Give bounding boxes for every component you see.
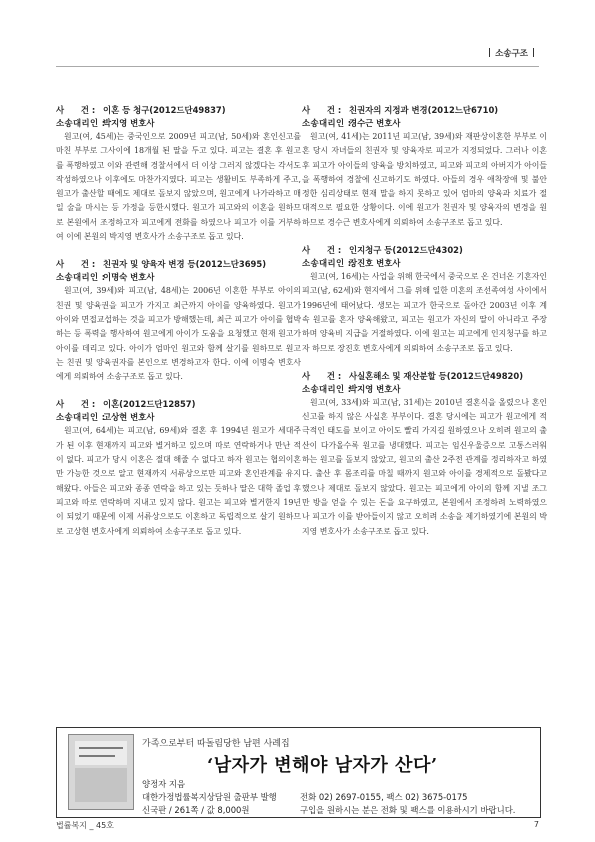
lawyer-value: 이명숙 변호사 — [103, 272, 155, 283]
case-lawyer — [56, 117, 301, 130]
right-column — [302, 104, 547, 553]
case-label: 사 건 : — [56, 105, 96, 115]
top-rule — [56, 66, 539, 67]
lawyer-label: 소송대리인 : — [302, 118, 352, 128]
cover-text-line — [79, 755, 115, 757]
lawyer-label: 소송대리인 : — [302, 258, 352, 269]
page-number: 7 — [533, 820, 539, 829]
case-label: 사 건 : — [302, 370, 342, 381]
case-value: 친권자 및 양육자 변경 등(2012느단3695) — [103, 259, 267, 270]
lawyer-label: 소송대리인 : — [56, 118, 106, 128]
book-cover-image — [68, 734, 134, 810]
running-head — [484, 47, 539, 59]
case-body: 원고(여, 16세)는 사업을 위해 한국에서 중국으로 온 건너온 기혼자인 피고(남, 62세)와 현지에서 그를 위해 일한 미혼의 조선족여성 사이에서 1996년에 태어났다. 생모는 피고가 한국으로 돌아간 2003년 이후 계속 원고를 혼자 양육해왔고, 피고는 원고가 자신의 딸이 아니라고 주장하며 양육비 지급을 거절하였다. 이에 원고는 피고에게 인지청구를 하고자 하므로 장진호 변호사에게 의뢰하여 소송구조로 돕고 있다. — [302, 272, 547, 353]
divider — [533, 48, 534, 57]
lawyer-label: 소송대리인 : — [56, 272, 106, 283]
case-label: 사 건 : — [302, 105, 342, 115]
case-title — [302, 244, 547, 257]
case-title — [302, 370, 547, 383]
case-lawyer — [56, 271, 301, 284]
lawyer-value: 고상현 변호사 — [103, 412, 155, 423]
case-item — [56, 258, 301, 384]
book-price: 신국판 / 261쪽 / 값 8,000원 — [142, 805, 250, 815]
case-label: 사 건 : — [56, 399, 96, 410]
case-item — [302, 244, 547, 356]
cover-illustration — [75, 768, 127, 802]
lawyer-value: 경수근 변호사 — [349, 118, 401, 128]
case-item — [56, 398, 301, 538]
case-title — [56, 258, 301, 271]
order-contact: 전화 02) 2697-0155, 팩스 02) 3675-0175 — [300, 792, 468, 802]
case-body: 원고(여, 45세)는 중국인으로 2009년 피고(남, 50세)와 혼인신고를 마친 부부로 그사이에 18개월 된 딸을 두고 있다. 피고는 결혼 후 원고를 폭행하였고 이와 관련해 경찰서에서 더 이상 그러지 않겠다는 각서도 작성하였으나 이후에도 마찬가지였다. 피고는 생활비도 부족하게 주고, 원고가 출산할 때에도 제대로 돌보지 않았으며, 원고에게 나가라하고 매일 술을 마시는 등 가정을 등한시했다. 원고가 피고와의 이혼을 원하므로 본원에서 조정하고자 피고에게 전화를 하였으나 피고가 이를 거부하여 이에 본원의 박지영 변호사가 소송구조로 돕고 있다. — [56, 132, 301, 242]
case-lawyer — [302, 383, 547, 396]
case-item — [302, 370, 547, 539]
case-title — [56, 104, 301, 117]
left-column — [56, 104, 301, 553]
case-value: 사실혼해소 및 재산분할 등(2012드단49820) — [349, 370, 524, 381]
cover-text-line — [79, 747, 123, 749]
cover-title-area — [75, 741, 127, 765]
case-lawyer — [56, 411, 301, 424]
case-lawyer — [302, 257, 547, 270]
case-item — [56, 104, 301, 244]
case-body: 원고(여, 64세)는 피고(남, 69세)와 결혼 후 1994년 원고가 세대주가 된 이후 현재까지 피고와 별거하고 있으며 따로 연락하거나 만난 적이 없다. 피고가 당시 이혼은 절대 해줄 수 없다고 하자 원고는 협의이혼만 가능한 것으로 알고 현재까지 서류상으로만 피고와 혼인관계를 유지해왔다. 아들은 피고와 종종 연락을 하고 있는 듯하나 딸은 대학 졸업 후 피고와 따로 연락하며 지내고 있지 않다. 원고는 피고와 별거한지 19년이 되었기 때문에 이제 서류상으로도 이혼하고 독립적으로 살기 원하므로 고상현 변호사에게 의뢰하여 소송구조로 돕고 있다. — [56, 426, 301, 536]
ad-tagline: 가족으로부터 따돌림당한 남편 사례집 — [142, 739, 290, 749]
case-body: 원고(여, 33세)와 피고(남, 31세)는 2010년 결혼식을 올렸으나 혼인신고를 하지 않은 사실혼 부부이다. 결혼 당시에는 피고가 원고에게 적극적인 태도를 보이고 아이도 빨리 가지길 원하였으나 오히려 원고의 출산이 다가올수록 원고를 냉대했다. 피고는 임신우울증으로 고통스러워 하는 원고를 돌보지 않았고, 원고의 출산 2주전 관계를 정리하자고 하였다. 출산 후 몸조리를 마칠 때까지 원고와 아이를 경제적으로 돌봤다고 했으나 제대로 돌보지 않았다. 원고는 피고에게 아이의 함께 지낼 조그만 방을 얻을 수 있는 돈을 요구하였고, 본원에서 조정하려 노력하였으나 피고가 이를 받아들이지 않고 오히려 소송을 제기하였기에 본원의 박지영 변호사가 소송구조로 돕고 있다. — [302, 397, 547, 536]
case-value: 이혼(2012드단12857) — [103, 399, 196, 410]
case-value: 이혼 등 청구(2012드단49837) — [103, 105, 226, 115]
book-advertisement — [56, 727, 541, 818]
publication-name: 법률복지 _ 45호 — [56, 821, 114, 830]
case-body: 원고(여, 41세)는 2011년 피고(남, 39세)와 재판상이혼한 부부로 이혼 당시 자녀들의 친권자 및 양육자로 피고가 지정되었다. 그러나 이혼 후 피고가 아이들의 양육을 방치하였고, 피고와 피고의 아버지가 아이들을 폭행하여 경찰에 신고하기도 하였다. 아들의 경우 애착장애 및 불안정한 심리상태로 현재 말을 하지 못하고 있어 엄마의 양육과 치료가 절대적으로 필요한 상황이다. 이에 원고가 친권자 및 양육자의 변경을 원하므로 경수근 변호사에게 의뢰하여 소송구조로 돕고 있다. — [302, 132, 547, 227]
lawyer-label: 소송대리인 : — [302, 383, 352, 394]
lawyer-value: 박지영 변호사 — [349, 383, 401, 394]
book-title: ‘남자가 변해야 남자가 산다’ — [207, 755, 438, 776]
case-label: 사 건 : — [302, 245, 342, 256]
case-lawyer — [302, 117, 547, 130]
case-body: 원고(여, 39세)와 피고(남, 48세)는 2006년 이혼한 부부로 아이의 친권 및 양육권을 피고가 가지고 최근까지 아이를 양육하였다. 원고가 아이와 면접교섭하는 것을 피고가 방해했는데, 최근 피고가 아이를 협박하는 등 폭력을 행사하여 원고에게 아이가 도움을 요청했고 현재 원고가 아이를 데리고 있다. 아이가 엄마인 원고와 함께 살기를 원하므로 원고는 친권 및 양육권자를 본인으로 변경하고자 한다. 이에 이명숙 변호사에게 의뢰하여 소송구조로 돕고 있다. — [56, 286, 301, 382]
lawyer-label: 소송대리인 : — [56, 412, 106, 423]
lawyer-value: 박지영 변호사 — [103, 118, 155, 128]
lawyer-value: 장진호 변호사 — [349, 258, 401, 269]
case-item — [302, 104, 547, 230]
book-publisher: 대한가정법률복지상담원 출판부 발행 — [142, 792, 277, 802]
book-author: 양정자 지음 — [142, 779, 186, 789]
case-value: 친권자의 지정과 변경(2012느단6710) — [349, 105, 499, 115]
case-title — [56, 398, 301, 411]
case-value: 인지청구 등(2012드단4302) — [349, 245, 463, 256]
case-title — [302, 104, 547, 117]
divider — [489, 48, 490, 57]
case-label: 사 건 : — [56, 259, 96, 270]
section-title: 소송구조 — [495, 49, 528, 59]
order-instructions: 구입을 원하시는 분은 전화 및 팩스를 이용하시기 바랍니다. — [300, 805, 516, 815]
